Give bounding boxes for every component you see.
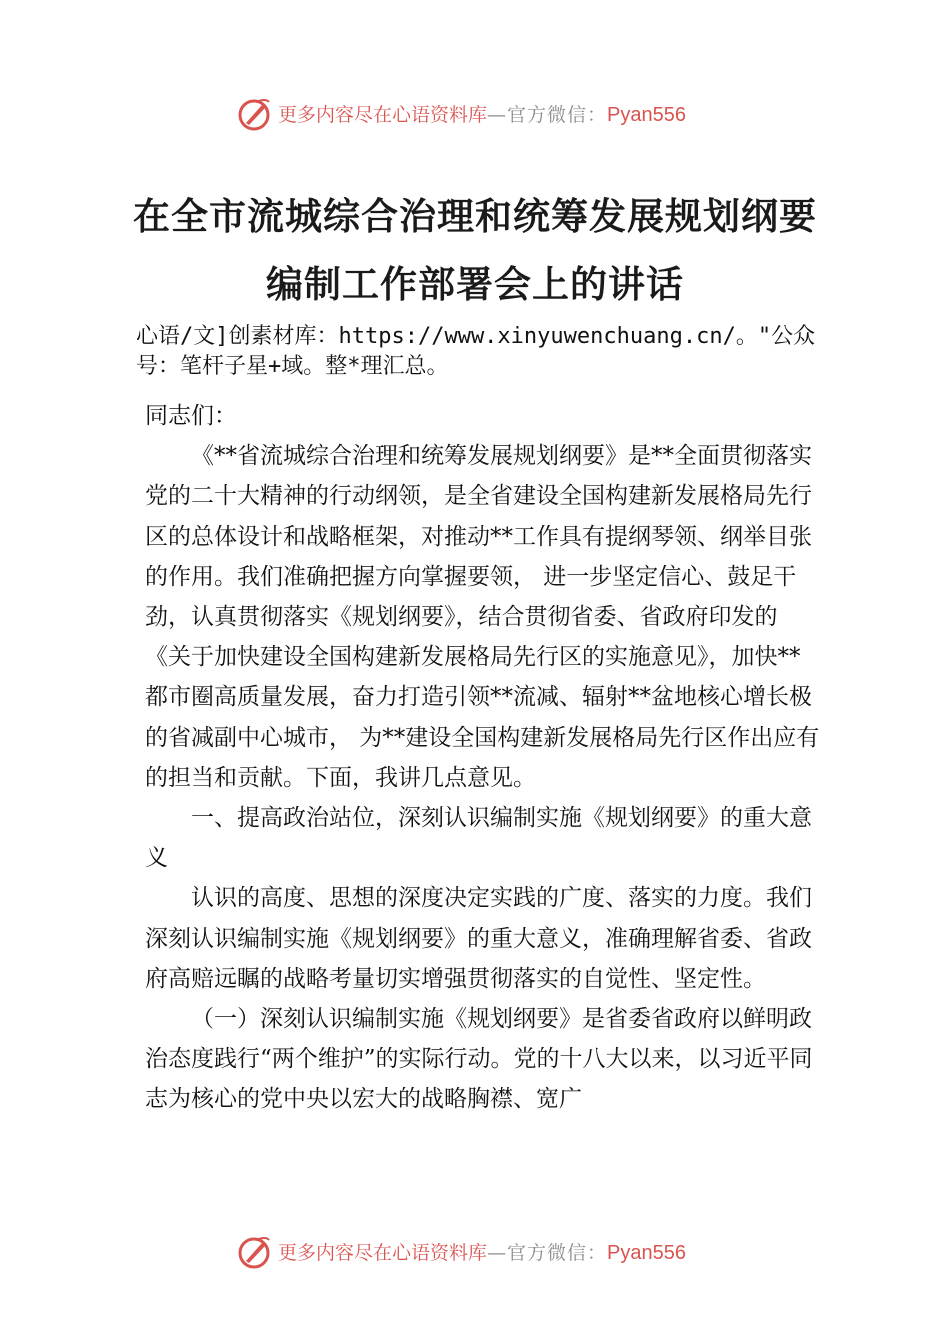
quill-seal-icon [236, 1234, 272, 1270]
body-paragraph: （一）深刻认识编制实施《规划纲要》是省委省政府以鲜明政治态度践行“两个维护”的实际行动。党的十八大以来，以习近平同志为核心的党中央以宏大的战略胸襟、宽广 [145, 1006, 813, 1113]
banner-wechat-id: Pyan556 [607, 104, 686, 126]
banner-text [278, 100, 686, 127]
banner-library-name: 更多内容尽在心语资料库 [278, 1242, 488, 1264]
source-line: 心语/文]创素材库：https://www.xinyuwenchuang.cn/。"公众号：笔杆子星+域。整*理汇总。 [136, 324, 816, 379]
banner-wechat-label: —官方微信： [487, 104, 608, 126]
salutation: 同志们： [145, 403, 237, 429]
document-body [145, 396, 820, 1120]
banner-library-name: 更多内容尽在心语资料库 [278, 104, 488, 126]
banner-wechat-label: —官方微信： [487, 1242, 608, 1264]
footer-banner [0, 1232, 950, 1272]
banner-wechat-id: Pyan556 [607, 1242, 686, 1264]
document-title-line2: 编制工作部署会上的讲话 [266, 262, 684, 306]
header-banner [0, 94, 950, 134]
document-title-line1: 在全市流城综合治理和统筹发展规划纲要 [133, 194, 817, 238]
quill-seal-icon [236, 96, 272, 132]
body-paragraph: 认识的高度、思想的深度决定实践的广度、落实的力度。我们深刻认识编制实施《规划纲要》的重大意义，准确理解省委、省政府高赔远瞩的战略考量切实增强贯彻落实的自觉性、坚定性。 [145, 885, 812, 992]
banner-text [278, 1238, 686, 1265]
section-heading: 一、提高政治站位，深刻认识编制实施《规划纲要》的重大意义 [145, 805, 812, 872]
body-paragraph: 《**省流城综合治理和统筹发展规划纲要》是**全面贯彻落实党的二十大精神的行动纲领，是全省建设全国构建新发展格局先行区的总体设计和战略框架，对推动**工作具有提纲琴领、纲举目张的作用。我们准确把握方向掌握要领， 进一步坚定信心、鼓足干劲，认真贯彻落实《规划纲要》，结合贯彻省委、省政府印发的《关于加快建设全国构建新发展格局先行区的实施意见》，加快**都市圈高质量发展，奋力打造引领**流减、辐射**盆地核心增长极的省减副中心城市， 为**建设全国构建新发展格局先行区作出应有的担当和贡献。下面，我讲几点意见。 [145, 443, 820, 791]
